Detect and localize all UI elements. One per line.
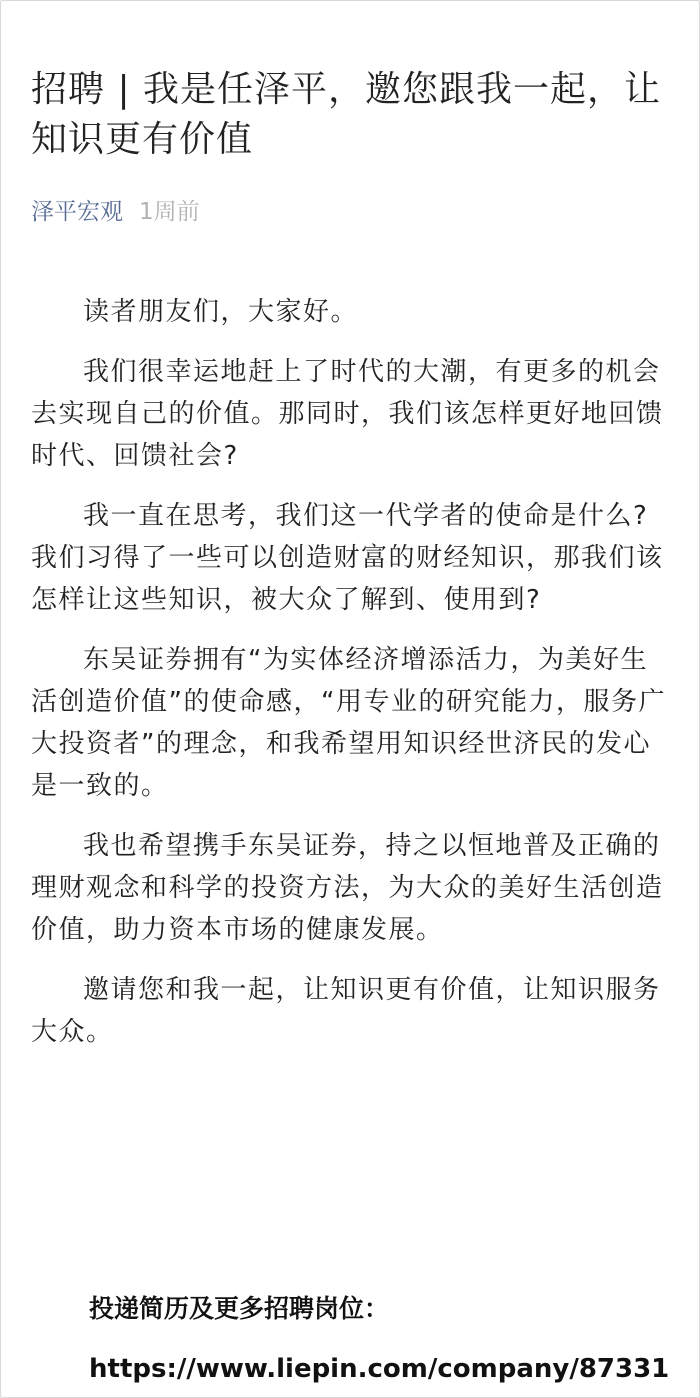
- paragraph-mission: 我一直在思考，我们这一代学者的使命是什么? 我们习得了一些可以创造财富的财经知识，那我们该怎样让这些知识，被大众了解到、使用到?: [31, 501, 664, 615]
- publish-time: 1周前: [139, 199, 200, 225]
- article-meta: [31, 195, 671, 229]
- article-body: [31, 291, 671, 1053]
- contact-label: 投递简历及更多招聘岗位：: [89, 1294, 390, 1323]
- article-title: 招聘 | 我是任泽平，邀您跟我一起，让知识更有价值: [31, 69, 662, 160]
- paragraph-era: 我们很幸运地赶上了时代的大潮，有更多的机会去实现自己的价值。那同时，我们该怎样更好地回馈时代、回馈社会?: [31, 357, 664, 471]
- paragraph-greeting: 读者朋友们，大家好。: [83, 297, 359, 327]
- author-link[interactable]: 泽平宏观: [31, 199, 123, 225]
- article: [1, 65, 699, 1053]
- contact-url-link[interactable]: https://www.liepin.com/company/87331: [89, 1354, 670, 1384]
- paragraph-invitation: 邀请您和我一起，让知识更有价值，让知识服务大众。: [31, 975, 661, 1047]
- paragraph-partnership: 我也希望携手东吴证券，持之以恒地普及正确的理财观念和科学的投资方法，为大众的美好生活创造价值，助力资本市场的健康发展。: [31, 831, 664, 945]
- paragraph-dongwu: 东吴证券拥有“为实体经济增添活力，为美好生活创造价值”的使命感，“用专业的研究能力，服务广大投资者”的理念，和我希望用知识经世济民的发心是一致的。: [31, 645, 666, 801]
